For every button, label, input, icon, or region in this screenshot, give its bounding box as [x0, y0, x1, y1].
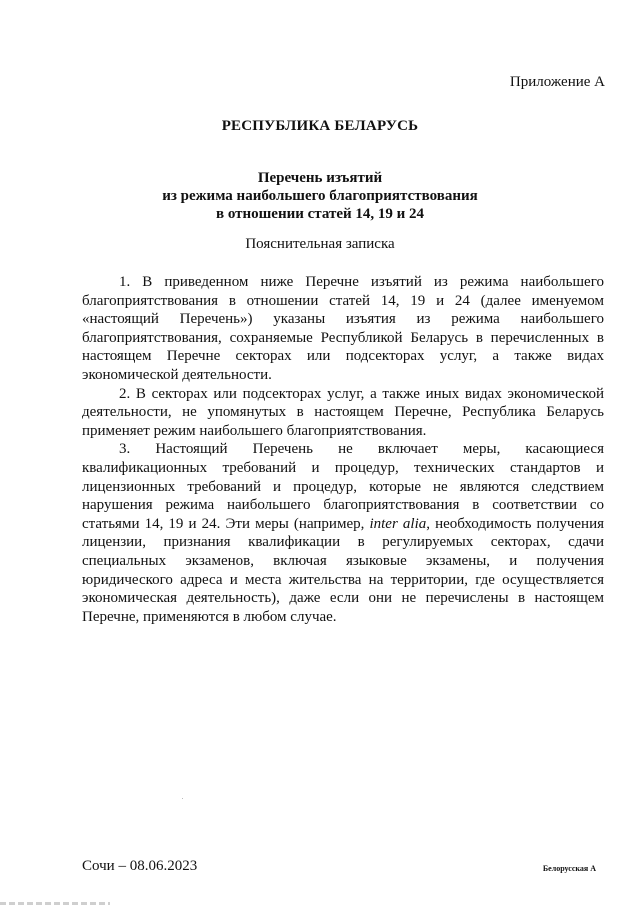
title-line: из режима наибольшего благоприятствования [162, 188, 478, 204]
country-heading: РЕСПУБЛИКА БЕЛАРУСЬ [221, 118, 419, 134]
annex-label: Приложение А [509, 74, 605, 90]
paragraph-1 [82, 273, 604, 385]
title-line: в отношении статей 14, 19 и 24 [215, 206, 425, 222]
paragraph-text: 3. Настоящий Перечень не включает меры, касающиеся квалификационных требований и процедур, технических стандартов и лицензионных требований и процедур, которые не являются следствием нарушения режима наибольшего благоприятствования в соответствии со статьями 14, 19 и 24. Эти меры (например, [82, 441, 604, 532]
paragraph-text: 2. В секторах или подсекторах услуг, а также иных видах экономической деятельности, не упомянутых в настоящем Перечне, Республика Беларусь применяет режим наибольшего благоприятствования. [82, 385, 604, 439]
footer-place-date: Сочи – 08.06.2023 [82, 858, 198, 874]
title-line: Перечень изъятий [257, 170, 383, 186]
explanatory-note-heading: Пояснительная записка [245, 236, 395, 252]
scan-speck [182, 798, 183, 799]
footer-language-label: Белорусская А [542, 864, 596, 873]
paragraph-2 [82, 385, 604, 441]
document-title [0, 169, 640, 223]
document-body [82, 273, 604, 626]
paragraph-3 [82, 440, 604, 626]
paragraph-italic-term: inter alia [369, 515, 427, 532]
paragraph-text: 1. В приведенном ниже Перечне изъятий из режима наибольшего благоприятствования в отношении статей 14, 19 и 24 (далее именуемом «настоящий Перечень») указаны изъятия из режима наибольшего благоприятствования, сохраняемые Республикой Беларусь в перечисленных в настоящем Перечне секторах или подсекторах услуг, а также видах экономической деятельности. [82, 274, 604, 383]
scan-edge-mark [0, 902, 110, 905]
paragraph-text: , необходимость получения лицензии, признания квалификации в регулируемых секторах, сдачи специальных экзаменов, включая языковые экзамены, и получения юридического адреса и места жительства на территории, где осуществляется экономическая деятельность), даже если они не перечислены в настоящем Перечне, применяются в любом случае. [82, 515, 604, 625]
